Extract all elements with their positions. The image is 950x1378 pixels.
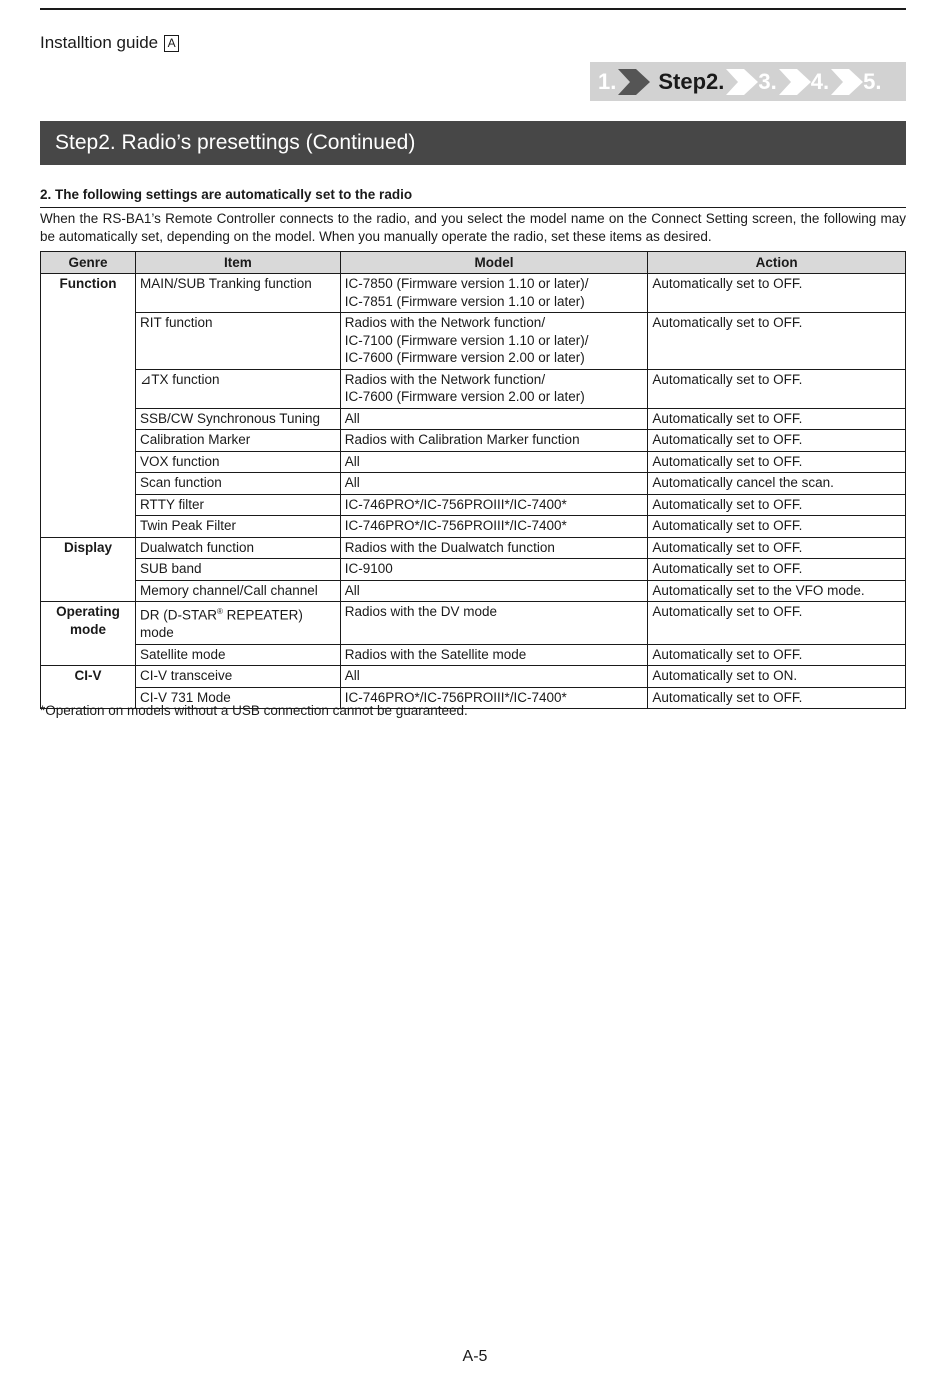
- action-cell: Automatically set to OFF.: [648, 313, 906, 370]
- model-line: IC-746PRO*/IC-756PROIII*/IC-7400*: [344, 689, 567, 705]
- header-item: Item: [135, 252, 340, 274]
- model-cell: [340, 408, 648, 430]
- model-cell: [340, 537, 648, 559]
- action-cell: Automatically set to ON.: [648, 666, 906, 688]
- item-cell: Calibration Marker: [135, 430, 340, 452]
- table-row: [41, 274, 906, 313]
- action-cell: Automatically set to OFF.: [648, 602, 906, 645]
- table-row: [41, 369, 906, 408]
- settings-table: [40, 251, 906, 709]
- model-cell: [340, 602, 648, 645]
- action-cell: Automatically set to OFF.: [648, 494, 906, 516]
- action-cell: Automatically set to OFF.: [648, 687, 906, 709]
- model-line: All: [344, 410, 360, 426]
- table-row: [41, 644, 906, 666]
- genre-cell: Function: [41, 274, 136, 538]
- section-title: Step2. Radio’s presettings (Continued): [40, 121, 906, 165]
- item-cell: Twin Peak Filter: [135, 516, 340, 538]
- model-line: IC-7850 (Firmware version 1.10 or later)/: [344, 276, 589, 291]
- model-cell: [340, 369, 648, 408]
- model-line: All: [344, 668, 360, 683]
- table-row: [41, 559, 906, 581]
- item-cell: SUB band: [135, 559, 340, 581]
- item-cell: MAIN/SUB Tranking function: [135, 274, 340, 313]
- model-cell: [340, 313, 648, 370]
- table-row: [41, 451, 906, 473]
- table-row: [41, 537, 906, 559]
- step-progress: [590, 62, 906, 101]
- table-row: [41, 516, 906, 538]
- genre-cell: Display: [41, 537, 136, 602]
- item-cell: Scan function: [135, 473, 340, 495]
- model-cell: [340, 580, 648, 602]
- item-cell: Memory channel/Call channel: [135, 580, 340, 602]
- model-line: IC-7600 (Firmware version 2.00 or later): [344, 389, 585, 404]
- model-line: Radios with the DV mode: [344, 604, 498, 619]
- model-line: IC-7600 (Firmware version 2.00 or later): [344, 350, 585, 365]
- item-cell: Dualwatch function: [135, 537, 340, 559]
- action-cell: Automatically set to OFF.: [648, 408, 906, 430]
- item-cell: CI-V transceive: [135, 666, 340, 688]
- chevron-right-icon: [726, 69, 758, 95]
- model-line: IC-9100: [344, 561, 393, 576]
- action-cell: Automatically set to OFF.: [648, 369, 906, 408]
- action-cell: Automatically set to OFF.: [648, 451, 906, 473]
- step-1: 1.: [598, 69, 617, 94]
- step-4: 4.: [810, 69, 830, 94]
- step-5: 5.: [863, 69, 882, 94]
- action-cell: Automatically set to OFF.: [648, 559, 906, 581]
- item-cell: CI-V 731 Mode: [135, 687, 340, 709]
- model-line: All: [344, 475, 360, 490]
- table-row: [41, 473, 906, 495]
- model-cell: [340, 516, 648, 538]
- footnote: *Operation on models without a USB connection cannot be guaranteed.: [40, 703, 468, 718]
- action-cell: Automatically set to OFF.: [648, 516, 906, 538]
- model-cell: [340, 666, 648, 688]
- item-cell: DR (D-STAR® REPEATER) mode: [135, 602, 340, 645]
- action-cell: Automatically cancel the scan.: [648, 473, 906, 495]
- model-cell: [340, 451, 648, 473]
- model-cell: [340, 559, 648, 581]
- model-line: All: [344, 453, 360, 469]
- model-line: IC-7100 (Firmware version 1.10 or later)/: [344, 332, 589, 348]
- table-header-row: [41, 252, 906, 274]
- model-line: Radios with the Dualwatch function: [344, 539, 555, 555]
- action-cell: Automatically set to OFF.: [648, 430, 906, 452]
- genre-cell: Operating mode: [41, 602, 136, 666]
- model-cell: [340, 494, 648, 516]
- model-cell: [340, 274, 648, 313]
- table-row: [41, 430, 906, 452]
- model-line: IC-7851 (Firmware version 1.10 or later): [344, 293, 585, 309]
- table-row: [41, 666, 906, 688]
- model-cell: [340, 473, 648, 495]
- action-cell: Automatically set to the VFO mode.: [648, 580, 906, 602]
- table-row: [41, 602, 906, 645]
- action-cell: Automatically set to OFF.: [648, 537, 906, 559]
- model-line: Radios with the Network function/: [344, 315, 546, 330]
- table-row: [41, 408, 906, 430]
- model-line: Radios with the Network function/: [344, 371, 546, 387]
- item-cell: Satellite mode: [135, 644, 340, 666]
- table-row: [41, 580, 906, 602]
- action-cell: Automatically set to OFF.: [648, 644, 906, 666]
- header-action: Action: [648, 252, 906, 274]
- model-line: Radios with Calibration Marker function: [344, 432, 580, 447]
- step-3: 3.: [758, 69, 777, 94]
- step-2-current: Step2.: [658, 69, 725, 94]
- header-genre: Genre: [41, 252, 136, 274]
- top-rule: [40, 8, 906, 10]
- item-cell: RIT function: [135, 313, 340, 370]
- item-cell: VOX function: [135, 451, 340, 473]
- model-line: IC-746PRO*/IC-756PROIII*/IC-7400*: [344, 496, 567, 512]
- model-line: All: [344, 582, 360, 598]
- item-cell: ⊿TX function: [135, 369, 340, 408]
- item-cell: SSB/CW Synchronous Tuning: [135, 408, 340, 430]
- guide-title-text: Installtion guide: [40, 33, 159, 52]
- guide-title: [40, 33, 179, 53]
- page-number: A-5: [462, 1348, 488, 1365]
- table-row: [41, 494, 906, 516]
- model-cell: [340, 430, 648, 452]
- model-line: IC-746PRO*/IC-756PROIII*/IC-7400*: [344, 518, 567, 533]
- guide-badge: A: [164, 35, 179, 52]
- intro-paragraph: When the RS-BA1’s Remote Controller connects to the radio, and you select the model name on the Connect Setting screen, the following may be automatically set, depending on the model. When you manually operate the radio, set these items as desired.: [40, 211, 906, 244]
- chevron-right-icon: [618, 69, 650, 95]
- table-body: [41, 274, 906, 709]
- table-row: [41, 313, 906, 370]
- header-model: Model: [340, 252, 648, 274]
- item-cell: RTTY filter: [135, 494, 340, 516]
- model-cell: [340, 644, 648, 666]
- chevron-right-icon: [779, 69, 811, 95]
- chevron-right-icon: [831, 69, 863, 95]
- subsection-heading: 2. The following settings are automatically set to the radio: [40, 186, 906, 208]
- action-cell: Automatically set to OFF.: [648, 274, 906, 313]
- genre-cell: CI-V: [41, 666, 136, 709]
- model-line: Radios with the Satellite mode: [344, 646, 527, 662]
